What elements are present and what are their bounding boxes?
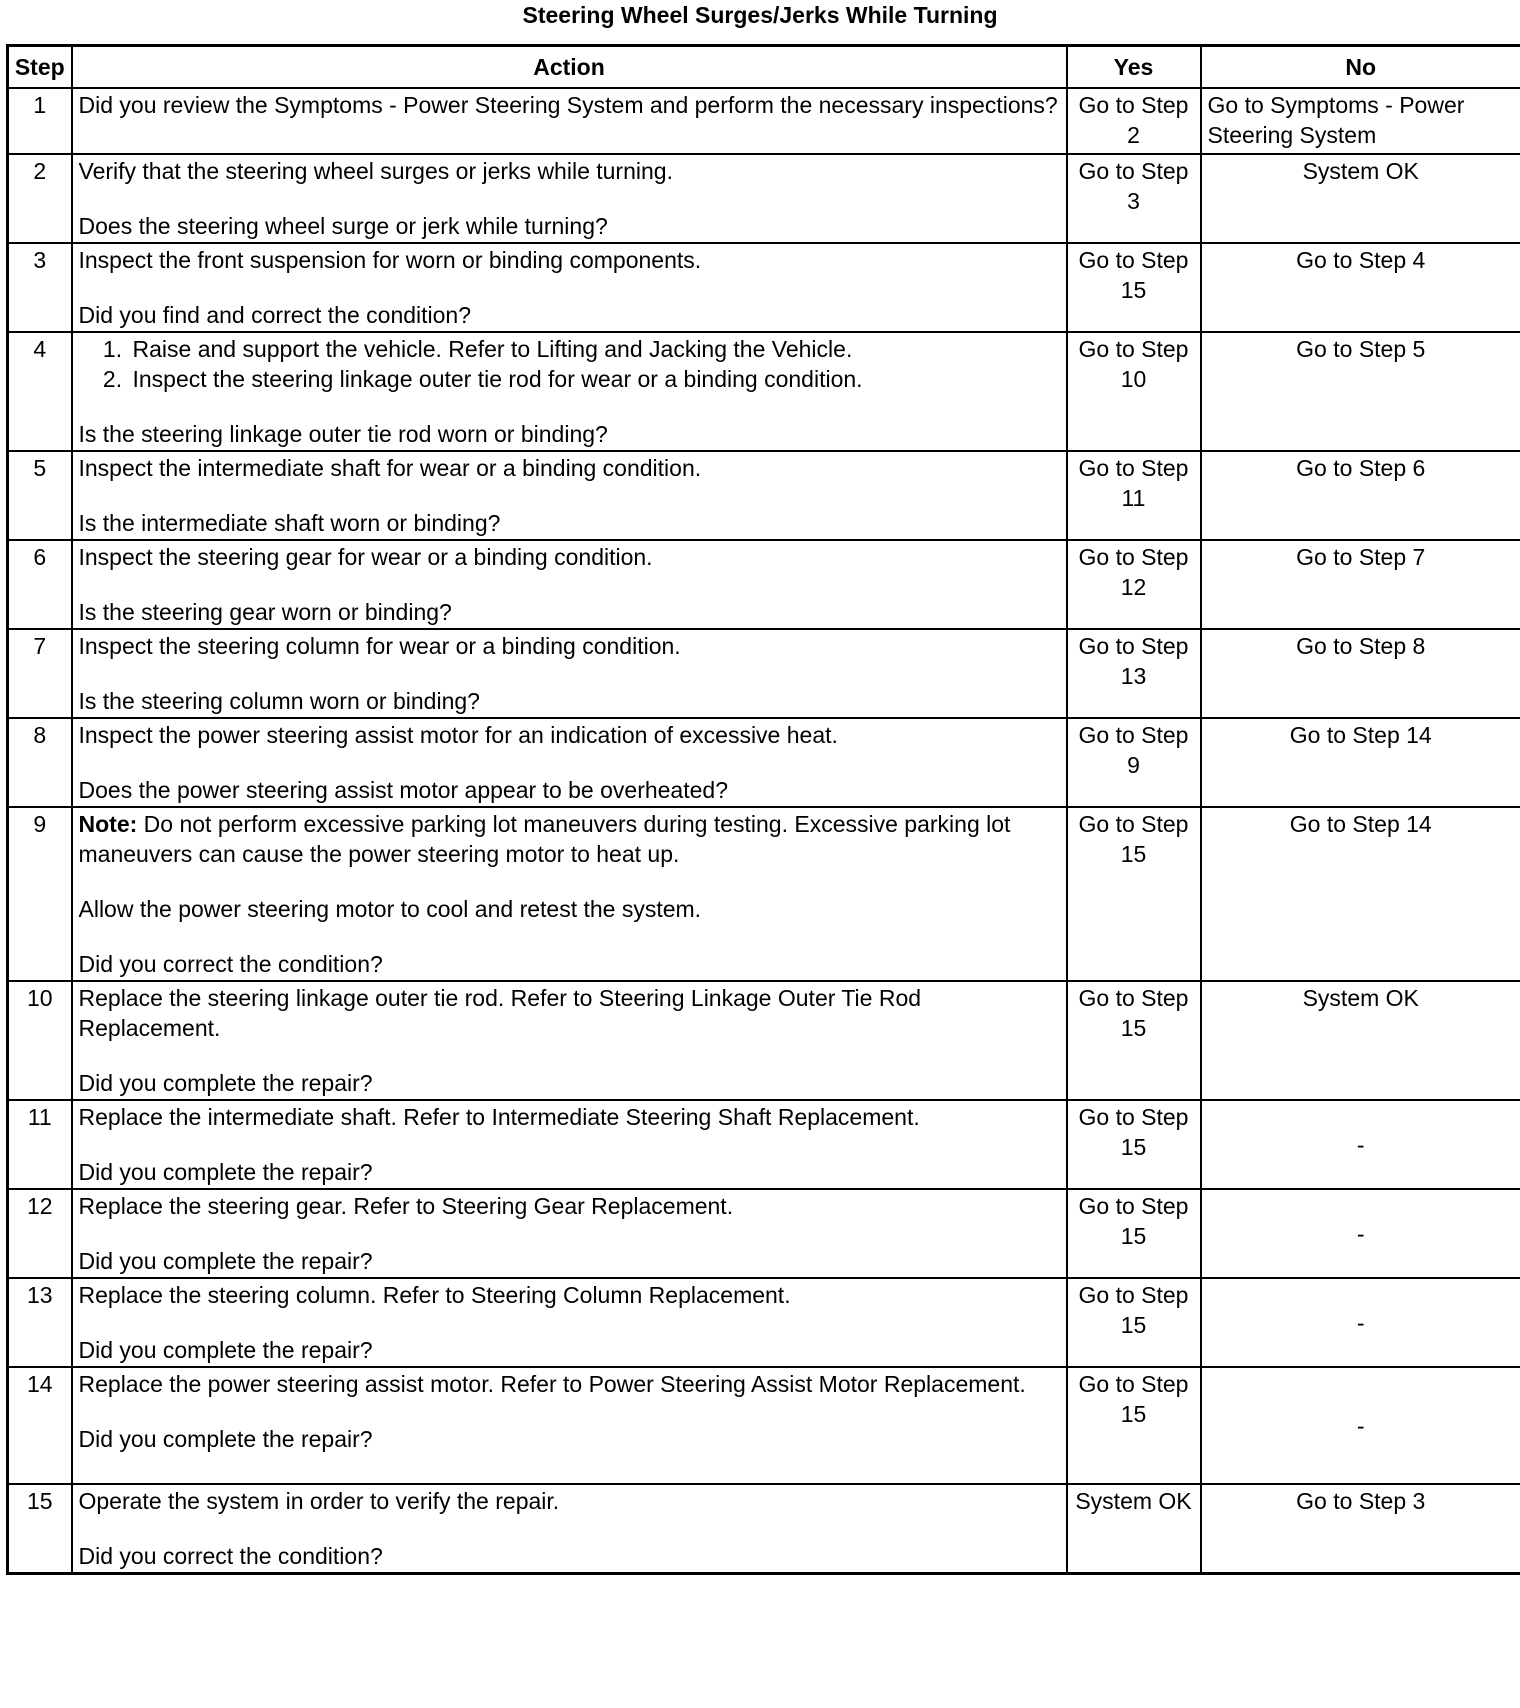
- table-row: [8, 332, 1520, 451]
- no-cell: Go to Step 14: [1201, 718, 1520, 807]
- action-question: Did you correct the condition?: [78, 951, 383, 977]
- step-number: 12: [8, 1189, 72, 1278]
- action-text: Operate the system in order to verify the repair.: [78, 1488, 560, 1514]
- action-cell: [72, 1189, 1067, 1278]
- diagnostic-table: [6, 44, 1520, 1575]
- step-number: 11: [8, 1100, 72, 1189]
- action-text: Allow the power steering motor to cool and retest the system.: [78, 896, 702, 922]
- action-text: Replace the steering column. Refer to Steering Column Replacement.: [78, 1282, 791, 1308]
- table-row: [8, 243, 1520, 332]
- yes-cell: Go to Step 2: [1067, 88, 1201, 154]
- action-cell: [72, 154, 1067, 243]
- no-cell: Go to Step 5: [1201, 332, 1520, 451]
- action-text: Inspect the steering gear for wear or a binding condition.: [78, 544, 653, 570]
- action-cell: [72, 540, 1067, 629]
- header-step: Step: [8, 46, 72, 89]
- action-text: Inspect the intermediate shaft for wear or a binding condition.: [78, 455, 702, 481]
- yes-cell: Go to Step 3: [1067, 154, 1201, 243]
- table-row: [8, 629, 1520, 718]
- step-number: 13: [8, 1278, 72, 1367]
- table-row: [8, 981, 1520, 1100]
- action-question: Did you complete the repair?: [78, 1337, 373, 1363]
- action-question: Does the power steering assist motor appear to be overheated?: [78, 777, 728, 803]
- yes-cell: Go to Step 12: [1067, 540, 1201, 629]
- action-text: Replace the steering gear. Refer to Steering Gear Replacement.: [78, 1193, 734, 1219]
- step-number: 1: [8, 88, 72, 154]
- no-cell: -: [1201, 1367, 1520, 1484]
- step-number: 2: [8, 154, 72, 243]
- step-number: 4: [8, 332, 72, 451]
- header-action: Action: [72, 46, 1067, 89]
- step-number: 9: [8, 807, 72, 981]
- action-question: Is the steering column worn or binding?: [78, 688, 480, 714]
- yes-cell: Go to Step 11: [1067, 451, 1201, 540]
- action-cell: [72, 1278, 1067, 1367]
- table-row: [8, 1189, 1520, 1278]
- action-list-item: 2. Inspect the steering linkage outer tie rod for wear or a binding condition.: [129, 364, 1060, 394]
- action-cell: [72, 451, 1067, 540]
- yes-cell: Go to Step 9: [1067, 718, 1201, 807]
- action-question: Is the intermediate shaft worn or binding?: [78, 510, 501, 536]
- action-text: Inspect the power steering assist motor for an indication of excessive heat.: [78, 722, 838, 748]
- action-text: Replace the intermediate shaft. Refer to Intermediate Steering Shaft Replacement.: [78, 1104, 920, 1130]
- action-text: Replace the steering linkage outer tie rod. Refer to Steering Linkage Outer Tie Rod Replacement.: [78, 985, 922, 1041]
- table-row: [8, 540, 1520, 629]
- action-text: Verify that the steering wheel surges or jerks while turning.: [78, 158, 673, 184]
- no-cell: Go to Step 8: [1201, 629, 1520, 718]
- action-cell: [72, 981, 1067, 1100]
- yes-cell: System OK: [1067, 1484, 1201, 1574]
- yes-cell: Go to Step 15: [1067, 1278, 1201, 1367]
- no-cell: -: [1201, 1189, 1520, 1278]
- note-label: Note:: [78, 811, 138, 837]
- no-cell: Go to Step 6: [1201, 451, 1520, 540]
- action-question: Did you find and correct the condition?: [78, 302, 472, 328]
- step-number: 6: [8, 540, 72, 629]
- step-number: 10: [8, 981, 72, 1100]
- action-question: Is the steering gear worn or binding?: [78, 599, 452, 625]
- action-question: Did you complete the repair?: [78, 1070, 373, 1096]
- step-number: 7: [8, 629, 72, 718]
- action-cell: [72, 88, 1067, 154]
- table-row: [8, 718, 1520, 807]
- yes-cell: Go to Step 10: [1067, 332, 1201, 451]
- yes-cell: Go to Step 15: [1067, 1189, 1201, 1278]
- table-row: [8, 1367, 1520, 1484]
- yes-cell: Go to Step 15: [1067, 1100, 1201, 1189]
- action-question: Did you complete the repair?: [78, 1159, 373, 1185]
- action-cell: [72, 243, 1067, 332]
- action-question: Is the steering linkage outer tie rod worn or binding?: [78, 421, 608, 447]
- action-cell: [72, 807, 1067, 981]
- no-cell: Go to Symptoms - Power Steering System: [1201, 88, 1520, 154]
- action-text: Did you review the Symptoms - Power Steering System and perform the necessary inspections?: [78, 92, 1058, 118]
- action-cell: [72, 718, 1067, 807]
- action-question: Does the steering wheel surge or jerk while turning?: [78, 213, 608, 239]
- no-cell: System OK: [1201, 981, 1520, 1100]
- table-row: [8, 1100, 1520, 1189]
- table-row: [8, 807, 1520, 981]
- note-paragraph: [79, 809, 1060, 869]
- yes-cell: Go to Step 15: [1067, 807, 1201, 981]
- yes-cell: Go to Step 15: [1067, 981, 1201, 1100]
- action-question: Did you complete the repair?: [78, 1426, 373, 1452]
- table-row: [8, 1484, 1520, 1574]
- header-no: No: [1201, 46, 1520, 89]
- yes-cell: Go to Step 13: [1067, 629, 1201, 718]
- action-text: Replace the power steering assist motor. Refer to Power Steering Assist Motor Replacement.: [78, 1371, 1026, 1397]
- yes-cell: Go to Step 15: [1067, 243, 1201, 332]
- document-title: Steering Wheel Surges/Jerks While Turning: [522, 2, 998, 28]
- action-cell: [72, 1100, 1067, 1189]
- table-row: [8, 451, 1520, 540]
- header-row: [8, 46, 1520, 89]
- action-cell: [72, 1367, 1067, 1484]
- action-question: Did you correct the condition?: [78, 1543, 383, 1569]
- yes-cell: Go to Step 15: [1067, 1367, 1201, 1484]
- action-step-list: [79, 334, 1060, 394]
- table-row: [8, 154, 1520, 243]
- note-text: Do not perform excessive parking lot maneuvers during testing. Excessive parking lot maneuvers can cause the power steering motor to heat up.: [78, 811, 1011, 867]
- action-question: Did you complete the repair?: [78, 1248, 373, 1274]
- step-number: 14: [8, 1367, 72, 1484]
- action-list-item: 1. Raise and support the vehicle. Refer to Lifting and Jacking the Vehicle.: [129, 334, 1060, 364]
- action-cell: [72, 332, 1067, 451]
- no-cell: Go to Step 7: [1201, 540, 1520, 629]
- no-cell: Go to Step 3: [1201, 1484, 1520, 1574]
- action-cell: [72, 1484, 1067, 1574]
- table-row: [8, 88, 1520, 154]
- no-cell: -: [1201, 1278, 1520, 1367]
- no-cell: Go to Step 4: [1201, 243, 1520, 332]
- step-number: 8: [8, 718, 72, 807]
- action-text: Inspect the steering column for wear or a binding condition.: [78, 633, 681, 659]
- step-number: 15: [8, 1484, 72, 1574]
- no-cell: System OK: [1201, 154, 1520, 243]
- no-cell: Go to Step 14: [1201, 807, 1520, 981]
- action-text: Inspect the front suspension for worn or binding components.: [78, 247, 702, 273]
- action-cell: [72, 629, 1067, 718]
- step-number: 3: [8, 243, 72, 332]
- table-row: [8, 1278, 1520, 1367]
- header-yes: Yes: [1067, 46, 1201, 89]
- step-number: 5: [8, 451, 72, 540]
- no-cell: -: [1201, 1100, 1520, 1189]
